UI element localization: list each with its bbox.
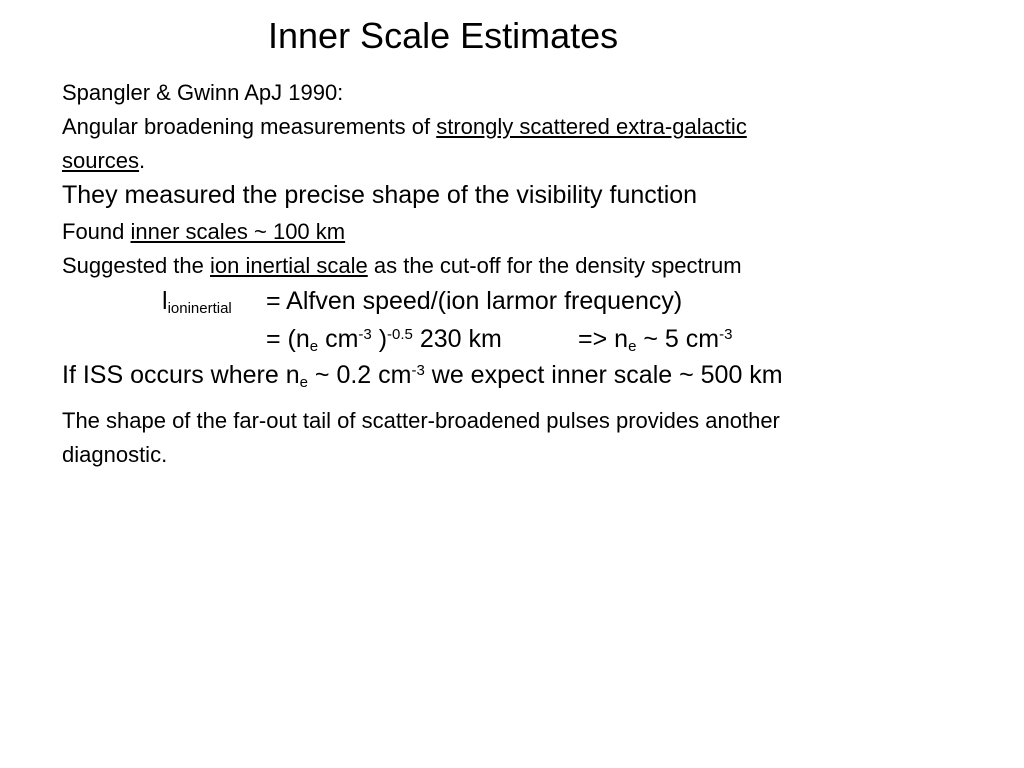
eq2-text-4: 230 km — [412, 325, 502, 353]
slide-title: Inner Scale Estimates — [268, 15, 619, 56]
ion-inertial-prefix: Suggested the — [62, 253, 211, 278]
eq2-result-sub-e: e — [628, 338, 637, 355]
ion-inertial-line — [62, 253, 742, 279]
equation-inertial-scale-rhs: = Alfven speed/(ion larmor frequency) — [266, 287, 683, 315]
eq2-result-sup: -3 — [719, 326, 733, 343]
equation-density-result — [578, 324, 732, 354]
inner-scales-line — [62, 219, 345, 245]
ion-inertial-suffix: as the cut-off for the density spectrum — [367, 253, 742, 278]
eq2-text-1: = (n — [266, 325, 310, 353]
far-out-tail-line-cont: diagnostic. — [62, 442, 168, 467]
scattered-sources-link-part1: strongly scattered extra-galactic — [436, 114, 747, 139]
eq2-text-3: ) — [371, 325, 388, 353]
visibility-function-line: They measured the precise shape of the visibility function — [62, 181, 698, 209]
iss-sub-e: e — [299, 374, 308, 391]
eq2-sub-e: e — [309, 338, 319, 355]
eq2-sup-2: -0.5 — [387, 326, 413, 343]
angular-broadening-prefix: Angular broadening measurements of — [62, 114, 437, 139]
iss-text-3: we expect inner scale ~ 500 km — [424, 361, 783, 389]
equation-density-scaling — [266, 324, 502, 354]
eq2-result-text-2: ~ 5 cm — [636, 325, 720, 353]
iss-inner-scale-line — [62, 360, 783, 390]
inner-scales-value: inner scales ~ 100 km — [130, 219, 346, 244]
reference-line: Spangler & Gwinn ApJ 1990: — [62, 80, 344, 105]
iss-text-2: ~ 0.2 cm — [307, 361, 412, 389]
scattered-sources-link-part2: sources — [62, 148, 140, 173]
angular-broadening-suffix: . — [139, 148, 146, 173]
ion-inertial-scale-term: ion inertial scale — [210, 253, 368, 278]
far-out-tail-line: The shape of the far-out tail of scatter-broadened pulses provides another — [62, 408, 780, 433]
angular-broadening-line-cont — [62, 148, 145, 174]
eq2-sup-1: -3 — [358, 326, 372, 343]
equation-var-l: l — [162, 287, 168, 315]
eq2-result-text-1: => n — [578, 325, 629, 353]
equation-inertial-scale-lhs — [162, 286, 232, 316]
iss-sup: -3 — [411, 362, 425, 379]
inner-scales-prefix: Found — [62, 219, 131, 244]
equation-subscript-ioninertial: ioninertial — [167, 300, 232, 317]
iss-text-1: If ISS occurs where n — [62, 361, 300, 389]
angular-broadening-line — [62, 114, 747, 140]
eq2-text-2: cm — [318, 325, 359, 353]
